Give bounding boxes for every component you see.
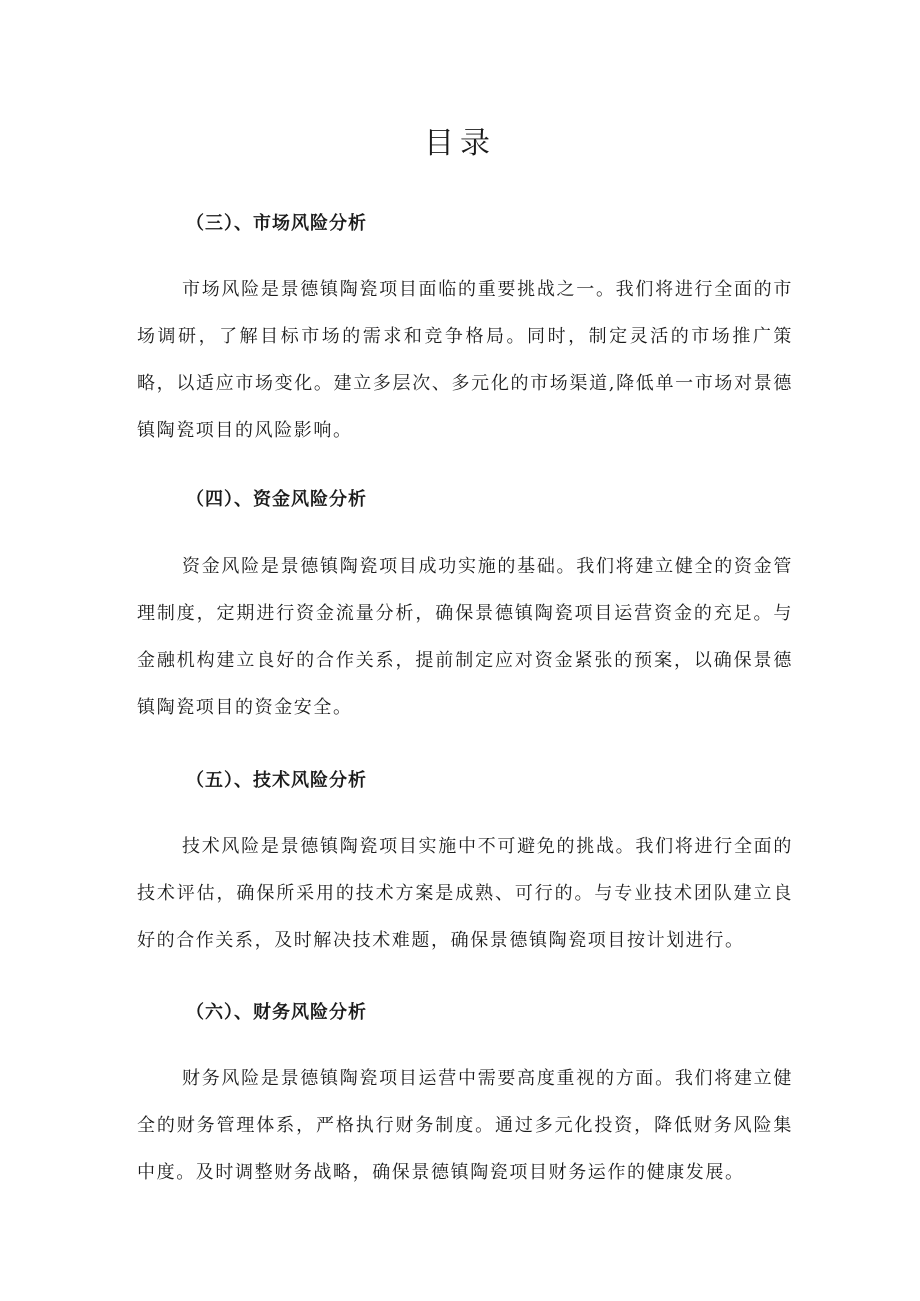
- section-heading-technical-risk: （五）、技术风险分析: [186, 770, 367, 791]
- section-body-market-risk: 市场风险是景德镇陶瓷项目面临的重要挑战之一。我们将进行全面的市场调研，了解目标市场的需求和竞争格局。同时，制定灵活的市场推广策略，以适应市场变化。建立多层次、多元化的市场渠道,降低单一市场对景德镇陶瓷项目的风险影响。: [137, 279, 793, 441]
- section-heading-capital-risk: （四）、资金风险分析: [186, 489, 367, 510]
- section-body-technical-risk: 技术风险是景德镇陶瓷项目实施中不可避免的挑战。我们将进行全面的技术评估，确保所采用的技术方案是成熟、可行的。与专业技术团队建立良好的合作关系，及时解决技术难题，确保景德镇陶瓷项目按计划进行。: [137, 836, 793, 951]
- section-heading-financial-risk: （六）、财务风险分析: [186, 1002, 367, 1023]
- page-title: 目录: [424, 126, 496, 161]
- section-body-capital-risk: 资金风险是景德镇陶瓷项目成功实施的基础。我们将建立健全的资金管理制度，定期进行资金流量分析，确保景德镇陶瓷项目运营资金的充足。与金融机构建立良好的合作关系，提前制定应对资金紧张的预案，以确保景德镇陶瓷项目的资金安全。: [137, 556, 793, 718]
- section-heading-market-risk: （三）、市场风险分析: [186, 213, 367, 234]
- section-body-financial-risk: 财务风险是景德镇陶瓷项目运营中需要高度重视的方面。我们将建立健全的财务管理体系，严格执行财务制度。通过多元化投资，降低财务风险集中度。及时调整财务战略，确保景德镇陶瓷项目财务运作的健康发展。: [137, 1068, 793, 1183]
